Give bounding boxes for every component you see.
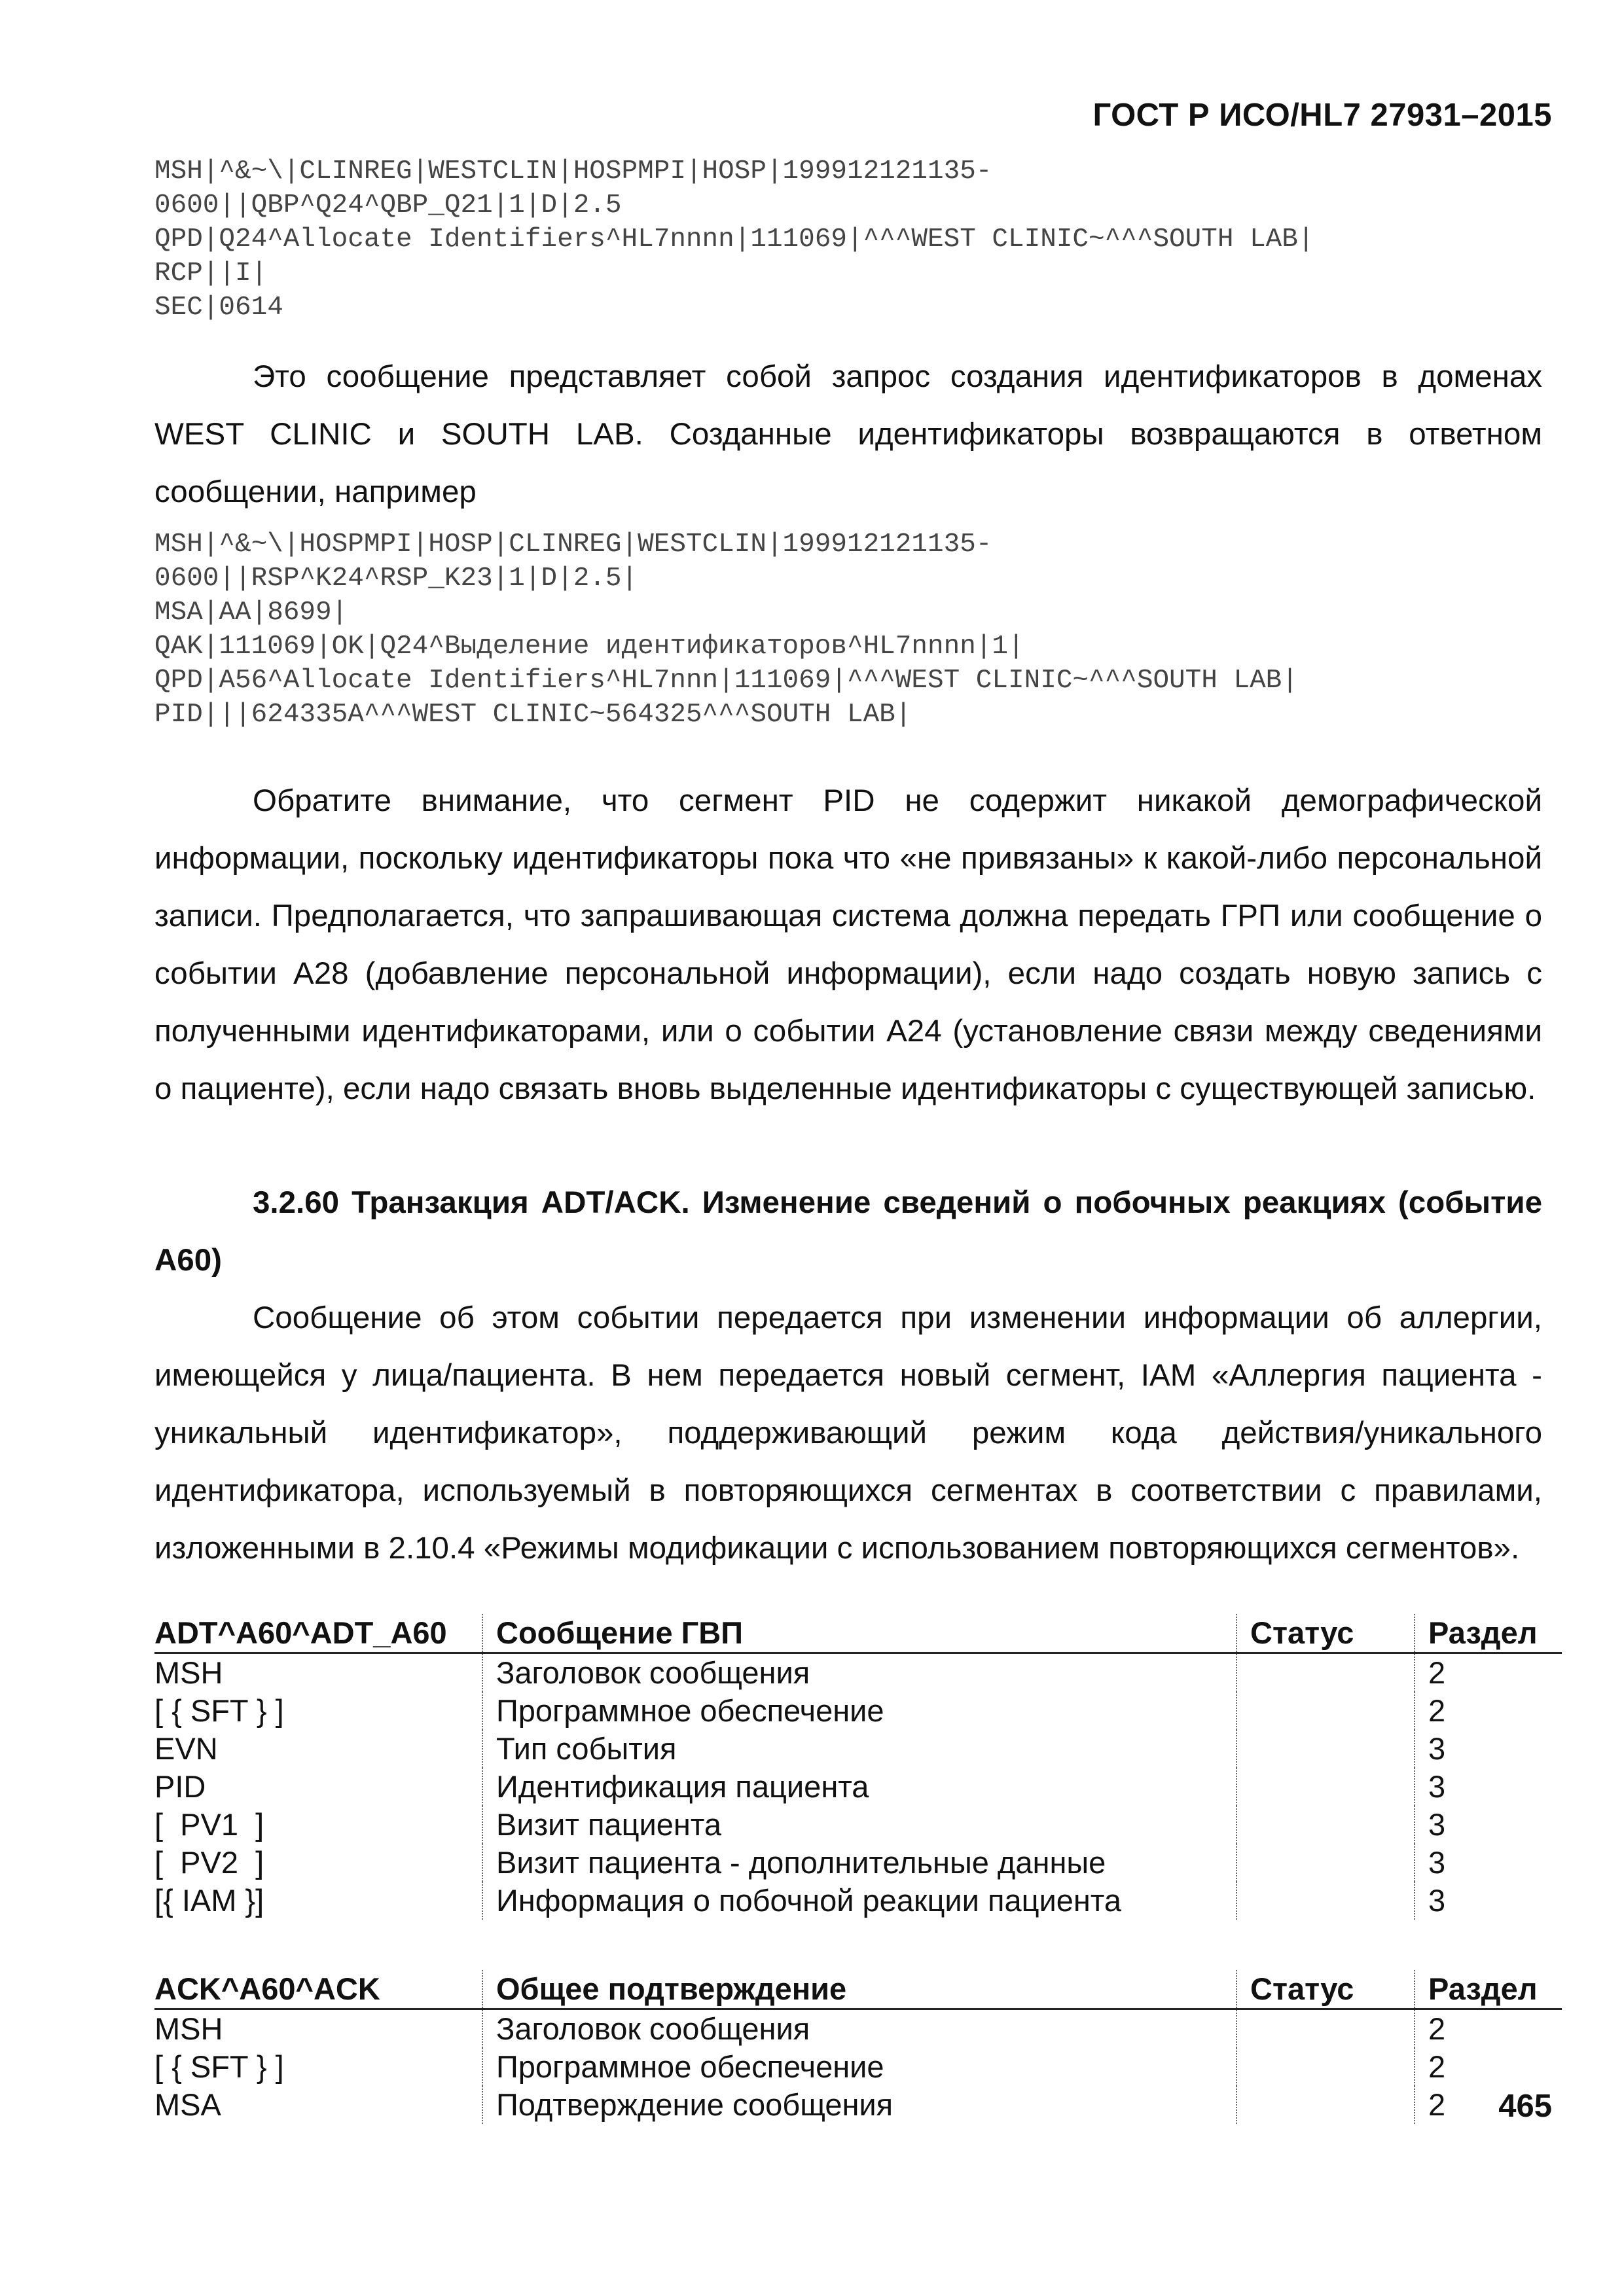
segment-section: 2: [1415, 2086, 1562, 2124]
table-row: [154, 1844, 1562, 1882]
segment-description: Тип события: [482, 1730, 1236, 1768]
segment-description: Программное обеспечение: [482, 2048, 1236, 2086]
segment-code: [{ IAM }]: [154, 1883, 264, 1918]
table-row: [154, 2086, 1562, 2124]
segment-code: [ { SFT } ]: [154, 1693, 284, 1728]
segment-code: [ PV1 ]: [154, 1807, 264, 1842]
adt-a60-structure-table: [154, 1614, 1562, 1920]
segment-code: PID: [154, 1769, 206, 1804]
ack-a60-structure-table: [154, 1970, 1562, 2124]
segment-description: Идентификация пациента: [482, 1768, 1236, 1806]
paragraph-pid-note: Обратите внимание, что сегмент PID не содержит никакой демографической информации, поскольку идентификаторы пока что «не привязаны» к какой-либо персональной записи. Предполагается, что запрашивающая система должна передать ГРП или сообщение о событии А28 (добавление персональной информации), если надо создать новую запись с полученными идентификаторами, или о событии А24 (установление связи между сведениями о пациенте), если надо связать вновь выделенные идентификаторы с существующей записью.: [154, 783, 1542, 1106]
section-heading: 3.2.60 Транзакция ADT/ACK. Изменение сведений о побочных реакциях (событие А60): [154, 1185, 1542, 1278]
table-row: [154, 1882, 1562, 1920]
segment-section: 3: [1415, 1806, 1562, 1844]
hl7-query-message: MSH|^&~\|CLINREG|WESTCLIN|HOSPMPI|HOSP|199912121135- 0600||QBP^Q24^QBP_Q21|1|D|2.5 QPD|Q24^Allocate Identifiers^HL7nnnn|111069|^^^WEST CLINIC~^^^SOUTH LAB| RCP||I| SEC|0614: [154, 156, 1314, 323]
segment-status: [1236, 1730, 1415, 1768]
segment-section: 3: [1415, 1882, 1562, 1920]
segment-section: 2: [1415, 2009, 1562, 2049]
segment-description: Визит пациента - дополнительные данные: [482, 1844, 1236, 1882]
segment-status: [1236, 1882, 1415, 1920]
segment-status: [1236, 2086, 1415, 2124]
segment-status: [1236, 1692, 1415, 1730]
column-header-status: Статус: [1236, 1614, 1415, 1653]
segment-code: EVN: [154, 1731, 218, 1766]
column-header-section: Раздел: [1415, 1970, 1562, 2009]
page-number: 465: [1498, 2089, 1552, 2124]
column-header-description: Сообщение ГВП: [482, 1614, 1236, 1653]
column-header-message: ACK^A60^ACK: [154, 1970, 482, 2009]
column-header-message: ADT^A60^ADT_A60: [154, 1614, 482, 1653]
segment-description: Информация о побочной реакции пациента: [482, 1882, 1236, 1920]
segment-section: 2: [1415, 1653, 1562, 1693]
hl7-response-message: MSH|^&~\|HOSPMPI|HOSP|CLINREG|WESTCLIN|199912121135- 0600||RSP^K24^RSP_K23|1|D|2.5| MSA|AA|8699| QAK|111069|OK|Q24^Выделение идентификаторов^HL7nnnn|1| QPD|A56^Allocate Identifiers^HL7nnn|111069|^^^WEST CLINIC~^^^SOUTH LAB| PID|||624335A^^^WEST CLINIC~564325^^^SOUTH LAB|: [154, 529, 1298, 730]
column-header-status: Статус: [1236, 1970, 1415, 2009]
segment-section: 3: [1415, 1730, 1562, 1768]
table-row: [154, 2009, 1562, 2049]
segment-code: [ PV2 ]: [154, 1845, 264, 1880]
document-header: ГОСТ Р ИСО/HL7 27931–2015: [1092, 98, 1552, 133]
table-row: [154, 1730, 1562, 1768]
segment-code: MSH: [154, 1655, 223, 1690]
segment-description: Подтверждение сообщения: [482, 2086, 1236, 2124]
segment-description: Визит пациента: [482, 1806, 1236, 1844]
table-row: [154, 1806, 1562, 1844]
segment-status: [1236, 2048, 1415, 2086]
segment-description: Программное обеспечение: [482, 1692, 1236, 1730]
segment-status: [1236, 1806, 1415, 1844]
segment-status: [1236, 1768, 1415, 1806]
segment-description: Заголовок сообщения: [482, 2009, 1236, 2049]
table-row: [154, 1768, 1562, 1806]
paragraph-query-description: Это сообщение представляет собой запрос создания идентификаторов в доменах WEST CLINIC и SOUTH LAB. Созданные идентификаторы возвращаются в ответном сообщении, например: [154, 359, 1542, 509]
segment-section: 2: [1415, 2048, 1562, 2086]
segment-description: Заголовок сообщения: [482, 1653, 1236, 1693]
segment-section: 3: [1415, 1768, 1562, 1806]
column-header-section: Раздел: [1415, 1614, 1562, 1653]
table-row: [154, 1692, 1562, 1730]
paragraph-a60-description: Сообщение об этом событии передается при изменении информации об аллергии, имеющейся у лица/пациента. В нем передается новый сегмент, IAM «Аллергия пациента - уникальный идентификатор», поддерживающий режим кода действия/уникального идентификатора, используемый в повторяющихся сегментах в соответствии с правилами, изложенными в 2.10.4 «Режимы модификации с использованием повторяющихся сегментов».: [154, 1300, 1542, 1566]
segment-status: [1236, 1653, 1415, 1693]
segment-section: 2: [1415, 1692, 1562, 1730]
table-row: [154, 2048, 1562, 2086]
table-row: [154, 1653, 1562, 1693]
segment-status: [1236, 2009, 1415, 2049]
table-header-row: [154, 1614, 1562, 1653]
segment-status: [1236, 1844, 1415, 1882]
table-header-row: [154, 1970, 1562, 2009]
segment-code: MSH: [154, 2011, 223, 2046]
segment-section: 3: [1415, 1844, 1562, 1882]
segment-code: MSA: [154, 2087, 221, 2122]
column-header-description: Общее подтверждение: [482, 1970, 1236, 2009]
segment-code: [ { SFT } ]: [154, 2049, 284, 2084]
